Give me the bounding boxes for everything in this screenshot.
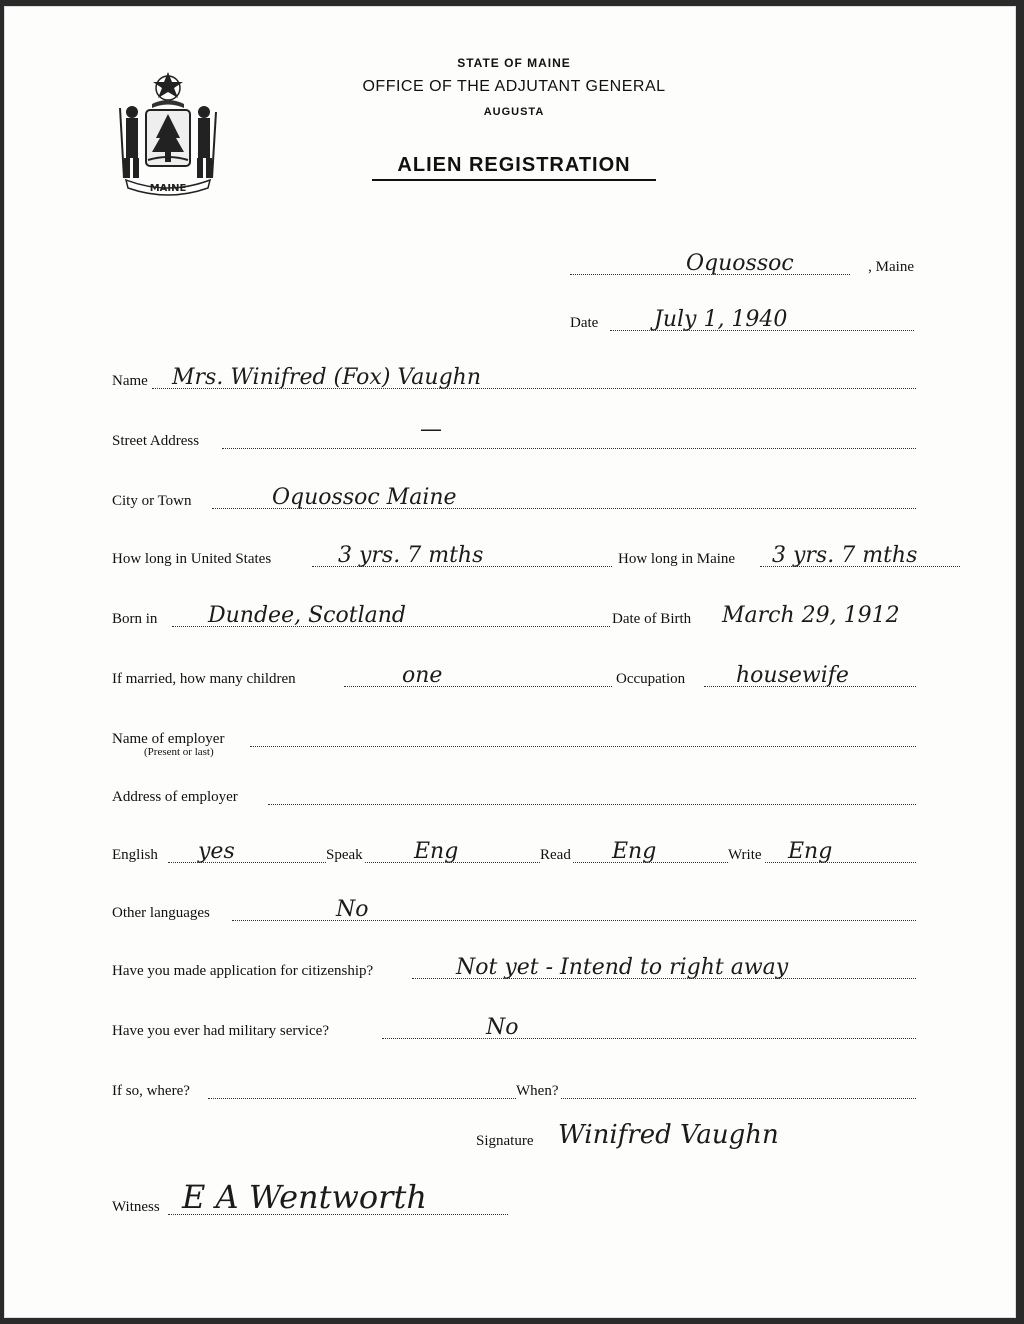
military-label: Have you ever had military service? [112,1023,329,1039]
form-title: ALIEN REGISTRATION [372,154,656,181]
city-heading: AUGUSTA [483,106,545,118]
birth-row [112,604,964,630]
born-in-label: Born in [112,611,158,627]
date-row [570,308,916,334]
employer-address-label: Address of employer [112,789,238,805]
how-long-us-label: How long in United States [112,551,272,567]
registration-form [4,6,1016,1318]
speak-value: Eng [414,839,459,864]
other-languages-value: No [336,897,369,922]
how-long-us-value: 3 yrs. 7 mths [338,543,484,568]
born-in-value: Dundee, Scotland [208,603,406,628]
when-label: When? [516,1083,559,1099]
date-label: Date [570,315,599,331]
location-row [566,252,916,278]
witness-row [112,1178,532,1218]
svg-text:MAINE: MAINE [149,183,187,194]
how-long-row [112,544,964,570]
witness-label: Witness [112,1199,160,1215]
street-label: Street Address [112,433,200,449]
write-value: Eng [788,839,833,864]
city-row [112,486,916,512]
employer-sublabel: (Present or last) [144,746,214,758]
employer-row [112,724,916,750]
how-long-maine-label: How long in Maine [618,551,736,567]
where-when-row [112,1076,916,1102]
other-languages-row [112,898,916,924]
name-label: Name [112,373,148,389]
where-label: If so, where? [112,1083,190,1099]
location-suffix: , Maine [868,259,914,275]
signature-label: Signature [476,1133,534,1149]
children-row [112,664,916,690]
maine-state-seal [112,68,224,196]
children-value: one [402,663,443,688]
english-value: yes [198,839,235,864]
military-row [112,1016,916,1042]
occupation-label: Occupation [616,671,686,687]
city-label: City or Town [112,493,192,509]
read-value: Eng [612,839,657,864]
occupation-value: housewife [736,663,849,688]
citizenship-label: Have you made application for citizenship? [112,963,374,979]
state-heading: STATE OF MAINE [457,56,571,70]
employer-address-row [112,782,916,808]
speak-label: Speak [326,847,363,863]
other-languages-label: Other languages [112,905,210,921]
write-label: Write [728,847,762,863]
date-value: July 1, 1940 [654,307,788,332]
location-value: Oquossoc [686,251,794,276]
children-label: If married, how many children [112,671,296,687]
name-row [112,366,916,392]
street-value: — [420,417,442,442]
city-value: Oquossoc Maine [272,485,457,510]
witness-value: E A Wentworth [182,1178,427,1216]
signature-row [476,1120,916,1152]
languages-row [112,840,916,866]
office-heading: OFFICE OF THE ADJUTANT GENERAL [362,78,666,95]
dob-label: Date of Birth [612,611,692,627]
street-row [112,417,916,452]
citizenship-row [112,956,964,982]
read-label: Read [540,847,571,863]
signature-value: Winifred Vaughn [558,1120,779,1150]
how-long-maine-value: 3 yrs. 7 mths [772,543,918,568]
employer-label: Name of employer [112,731,225,747]
english-label: English [112,847,158,863]
name-value: Mrs. Winifred (Fox) Vaughn [172,365,481,390]
dob-value: March 29, 1912 [722,603,900,628]
military-value: No [486,1015,519,1040]
citizenship-value: Not yet - Intend to right away [456,955,789,980]
